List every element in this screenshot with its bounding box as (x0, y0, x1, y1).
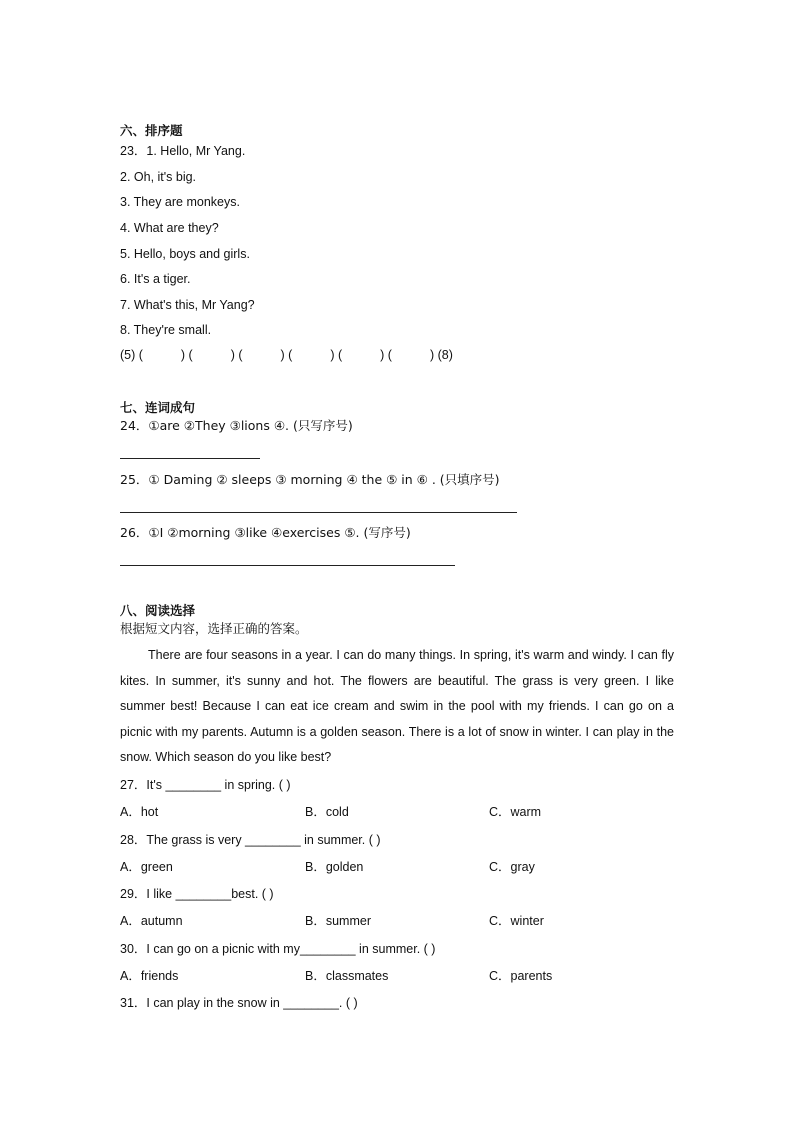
reading-passage: There are four seasons in a year. I can do many things. In spring, it's warm and windy. I can fly kites. In summer, it's sunny and hot. The flowers are beautiful. The grass is very green. I like summer best! Because I can eat ice cream and swim in the pool with my friends. I can go on a picnic with my parents. Autumn is a golden season. There is a lot of snow in winter. I can play in the snow. Which season do you like best? (120, 648, 674, 765)
q23-line-5: 5. Hello, boys and girls. (120, 247, 250, 261)
order-slot: ) ( (380, 348, 392, 362)
q29-option-b[interactable]: B．summer (305, 914, 371, 928)
order-slot: ) ( (180, 348, 193, 362)
order-slot: ) ( (230, 348, 243, 362)
q23-line-2: 2. Oh, it's big. (120, 170, 197, 184)
q23-line-1: 23．1. Hello, Mr Yang. (120, 144, 246, 158)
q23-line-8: 8. They're small. (120, 323, 212, 337)
q29-option-c[interactable]: C．winter (489, 914, 544, 928)
q23-line-7: 7. What's this, Mr Yang? (120, 298, 255, 312)
order-slot: ) ( (330, 348, 343, 362)
section-8-instruction: 根据短文内容，选择正确的答案。 (120, 621, 308, 636)
q27-option-a[interactable]: A．hot (120, 805, 159, 819)
q31-stem: 31．I can play in the snow in ________. ( ) (120, 996, 358, 1010)
section-6-title: 六、排序题 (120, 123, 183, 138)
q30-option-a[interactable]: A．friends (120, 969, 179, 983)
q23-line-4: 4. What are they? (120, 221, 219, 235)
q30-option-b[interactable]: B．classmates (305, 969, 389, 983)
order-slot: ) ( (280, 348, 293, 362)
q27-option-b[interactable]: B．cold (305, 805, 349, 819)
order-start: (5) ( (120, 348, 143, 362)
order-end: ) (8) (429, 348, 453, 362)
q28-option-c[interactable]: C．gray (489, 860, 535, 874)
q25-answer-line[interactable] (120, 512, 517, 513)
q26-answer-line[interactable] (120, 565, 455, 566)
q28-option-a[interactable]: A．green (120, 860, 173, 874)
q26-prompt: 26．①I ②morning ③like ④exercises ⑤. (写序号) (120, 525, 411, 540)
q29-stem: 29．I like ________best. ( ) (120, 887, 274, 901)
q23-line-3: 3. They are monkeys. (120, 195, 240, 209)
q25-prompt: 25．① Daming ② sleeps ③ morning ④ the ⑤ in ⑥ . (只填序号) (120, 472, 500, 487)
q24-answer-line[interactable] (120, 458, 260, 459)
q29-option-a[interactable]: A．autumn (120, 914, 183, 928)
q30-option-c[interactable]: C．parents (489, 969, 553, 983)
q27-option-c[interactable]: C．warm (489, 805, 542, 819)
section-8-title: 八、阅读选择 (120, 603, 196, 618)
q27-stem: 27．It's ________ in spring. ( ) (120, 778, 291, 792)
q28-option-b[interactable]: B．golden (305, 860, 364, 874)
q23-order-answer-row[interactable] (120, 347, 453, 363)
section-7-title: 七、连词成句 (120, 400, 196, 415)
q23-line-6: 6. It's a tiger. (120, 272, 191, 286)
q30-stem: 30．I can go on a picnic with my________ in summer. ( ) (120, 942, 436, 956)
q24-prompt: 24．①are ②They ③lions ④. (只写序号) (120, 418, 353, 433)
q28-stem: 28．The grass is very ________ in summer. ( ) (120, 833, 381, 847)
